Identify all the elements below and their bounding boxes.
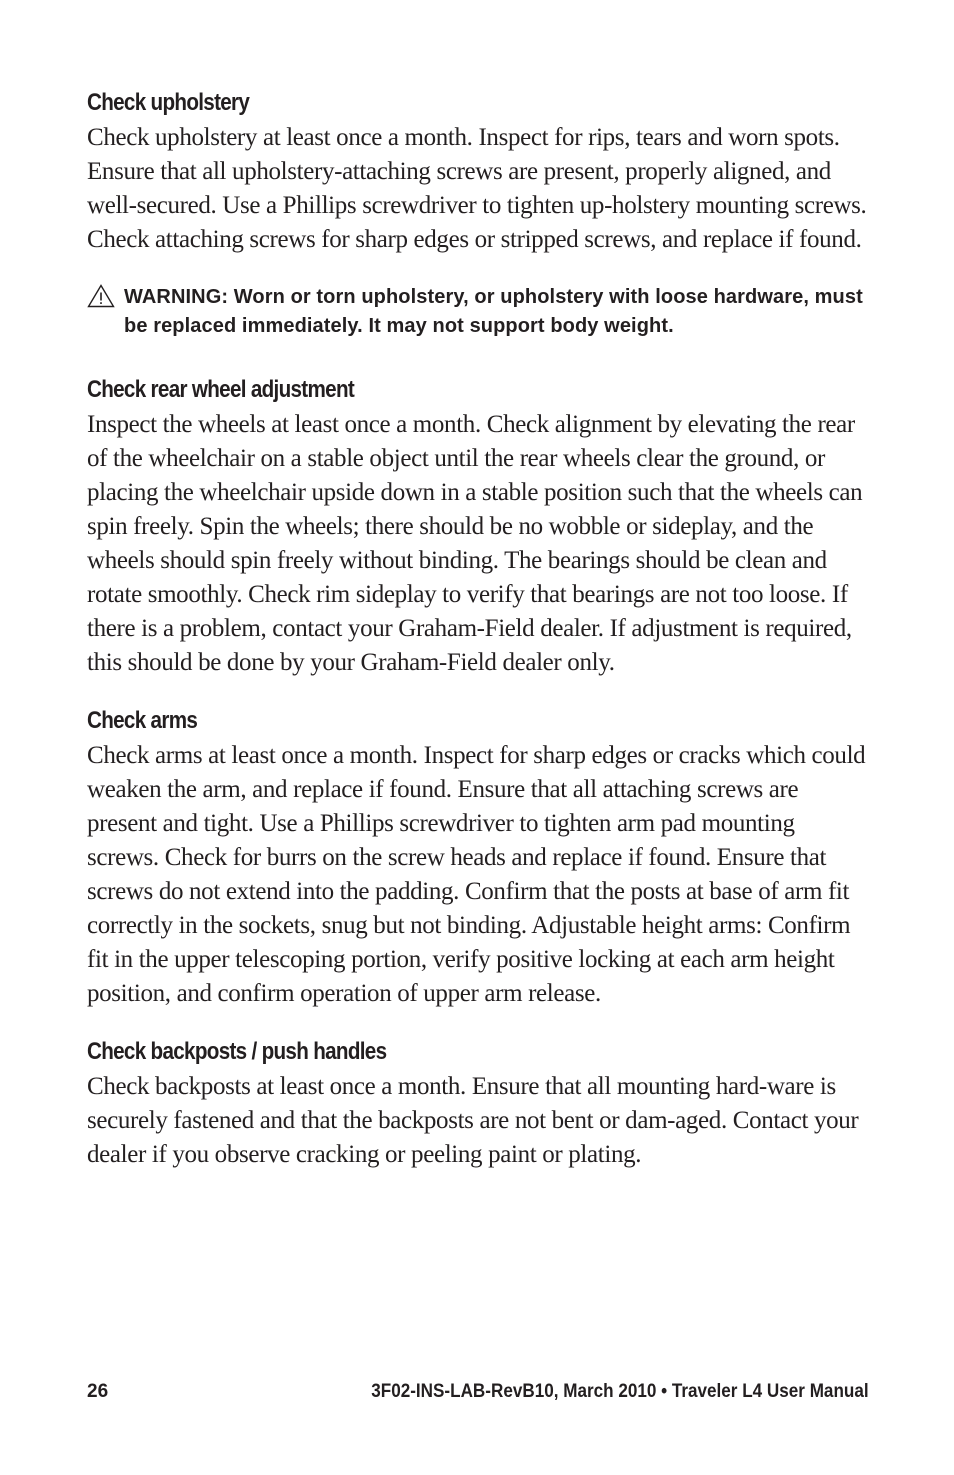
page-footer [87,1378,869,1406]
section-body: Check arms at least once a month. Inspect for sharp edges or cracks which could weaken the arm, and replace if found. Ensure that all attaching screws are present and tight. Use a Phillips screwdriver to tighten arm pad mounting screws. Check for burrs on the screw heads and replace if found. Ensure that screws do not extend into the padding. Confirm that the posts at base of arm fit correctly in the sockets, snug but not binding. Adjustable height arms: Confirm fit in the upper telescoping portion, verify positive locking at each arm height position, and confirm operation of upper arm release. [87,742,866,1007]
page-number: 26 [87,1381,109,1402]
section-heading: Check rear wheel adjustment [87,376,355,403]
section-heading: Check backposts / push handles [87,1038,387,1065]
section-body: Check backposts at least once a month. Ensure that all mounting hard-ware is securely fastened and that the backposts are not bent or dam-aged. Contact your dealer if you observe cracking or peeling paint or plating. [87,1073,859,1168]
warning-text: WARNING: Worn or torn upholstery, or upholstery with loose hardware, must be replaced immediately. It may not support body weight. [124,286,863,337]
warning-block [87,283,869,341]
manual-page [87,88,869,1198]
section-rear-wheel [87,375,869,680]
document-reference: 3F02-INS-LAB-RevB10, March 2010 • Traveler L4 User Manual [371,1381,869,1402]
section-body: Check upholstery at least once a month. Inspect for rips, tears and worn spots. Ensure that all upholstery-attaching screws are present, properly aligned, and well-secured. Use a Phillips screwdriver to tighten up-holstery mounting screws. Check attaching screws for sharp edges or stripped screws, and replace if found. [87,124,867,253]
section-upholstery [87,88,869,257]
section-heading: Check arms [87,707,198,734]
section-arms [87,706,869,1011]
section-backposts [87,1037,869,1172]
section-body: Inspect the wheels at least once a month. Check alignment by elevating the rear of the wheelchair on a stable object until the rear wheels clear the ground, or placing the wheelchair upside down in a stable position such that the wheels can spin freely. Spin the wheels; there should be no wobble or sideplay, and the wheels should spin freely without binding. The bearings should be clean and rotate smoothly. Check rim sideplay to verify that bearings are not too loose. If there is a problem, contact your Graham-Field dealer. If adjustment is required, this should be done by your Graham-Field dealer only. [87,411,863,676]
warning-triangle-icon [87,284,115,308]
section-heading: Check upholstery [87,89,250,116]
